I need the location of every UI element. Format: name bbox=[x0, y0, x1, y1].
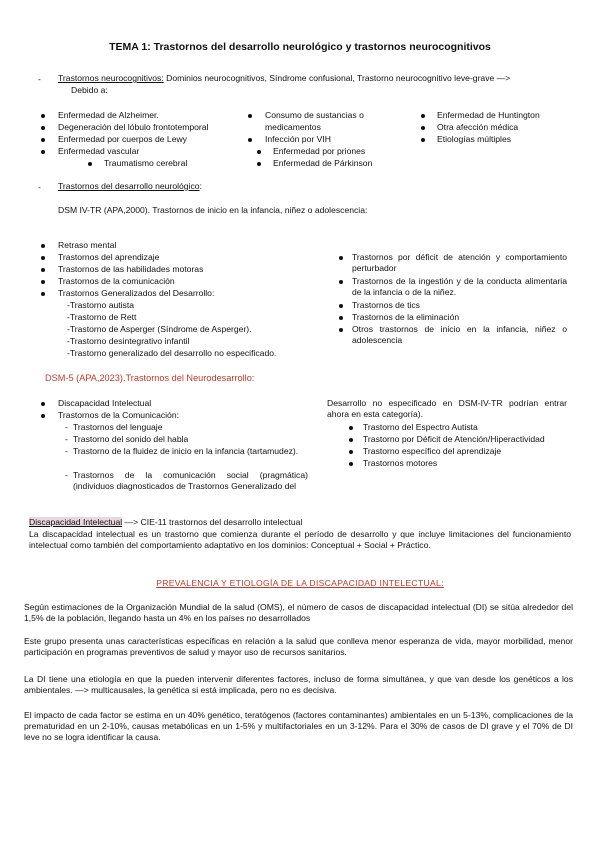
list-subitem: -Trastorno de Asperger (Síndrome de Asperger). bbox=[67, 324, 252, 334]
dash-bullet: - bbox=[38, 74, 41, 84]
list-item: Enfermedad de Párkinson bbox=[273, 158, 373, 168]
di-definition: La discapacidad intelectual es un trastorno que comienza durante el período de desarrollo y que incluye limitaciones del funcionamiento intelectual como también del comportamiento adaptativo en los dominios: Conceptual + Social + Práctico. bbox=[29, 529, 571, 550]
list-subitem: -Trastorno desintegrativo infantil bbox=[67, 336, 190, 346]
neurocog-rest: Dominios neurocognitivos, Síndrome confusional, Trastorno neurocognitivo leve-grave —> bbox=[163, 73, 511, 83]
di-label: Discapacidad Intelectual bbox=[29, 517, 123, 527]
list-item: Trastorno específico del aprendizaje bbox=[363, 446, 502, 456]
list-item: Enfermedad por priones bbox=[273, 146, 366, 156]
list-item: Enfermedad de Alzheimer. bbox=[58, 110, 159, 120]
list-item: Enfermedad de Huntington bbox=[437, 110, 540, 120]
list-item: Trastornos de la eliminación bbox=[352, 312, 460, 322]
dash-bullet: - bbox=[65, 470, 68, 480]
list-item: Retraso mental bbox=[58, 240, 117, 250]
list-item: Trastornos de la Comunicación: bbox=[58, 410, 180, 420]
neurocog-intro bbox=[58, 73, 578, 84]
paragraph: Este grupo presenta unas características específicas en relación a la salud que conlleva menor esperanza de vida, mayor morbilidad, menor participación en programas preventivos de salud y mayor uso de recursos sanitarios. bbox=[24, 636, 573, 657]
bullet-dot bbox=[339, 328, 343, 332]
bullet-dot bbox=[349, 450, 353, 454]
list-item: Otros trastornos de inicio en la infancia, niñez o adolescencia bbox=[352, 324, 567, 345]
list-item: Enfermedad por cuerpos de Lewy bbox=[58, 134, 187, 144]
neurocog-debido: Debido a: bbox=[71, 85, 108, 95]
list-subitem: Trastorno del sonido del habla bbox=[73, 434, 189, 444]
paragraph: El impacto de cada factor se estima en un 40% genético, teratógenos (factores contaminantes) ambientales en un 5-13%, complicaciones de la prematuridad en un 2-10%, causas metabólicas en un 1-5% y multifactoriales en un 3-12%. Para el 30% de casos de DI grave y el 70% de DI leve no se logra identificar la causa. bbox=[24, 710, 573, 742]
dash-bullet: - bbox=[65, 446, 68, 456]
list-subitem: -Trastorno autista bbox=[67, 300, 135, 310]
dsm5-heading: DSM-5 (APA,2023).Trastornos del Neurodesarrollo: bbox=[45, 373, 255, 383]
bullet-dot bbox=[248, 138, 252, 142]
list-item: Trastornos por déficit de atención y comportamiento perturbador bbox=[352, 252, 567, 273]
bullet-dot bbox=[41, 292, 45, 296]
bullet-dot bbox=[41, 114, 45, 118]
list-item: Otra afección médica bbox=[437, 122, 519, 132]
bullet-dot bbox=[41, 150, 45, 154]
list-item: Trastorno por Déficit de Atención/Hiperactividad bbox=[363, 434, 545, 444]
bullet-dot bbox=[339, 304, 343, 308]
neurocog-label: Trastornos neurocognitivos: bbox=[58, 73, 164, 83]
di-heading bbox=[29, 517, 302, 528]
paragraph: La DI tiene una etiología en que la pueden intervenir diferentes factores, incluso de forma simultánea, y que van desde los genéticos a los ambientales. —> multicausales, la genética si está implicada, pero no es decisiva. bbox=[24, 674, 573, 695]
list-item: Consumo de sustancias o bbox=[265, 110, 364, 120]
list-subitem: Trastornos de la comunicación social (pragmática) (individuos diagnosticados de Trastornos Generalizado del bbox=[73, 470, 308, 491]
bullet-dot bbox=[41, 126, 45, 130]
dash-bullet: - bbox=[65, 434, 68, 444]
bullet-dot bbox=[421, 138, 425, 142]
bullet-dot bbox=[88, 162, 92, 166]
page-title: TEMA 1: Trastornos del desarrollo neurológico y trastornos neurocognitivos bbox=[109, 41, 491, 53]
bullet-dot bbox=[41, 402, 45, 406]
list-item: Trastornos del aprendizaje bbox=[58, 252, 160, 262]
bullet-dot bbox=[349, 426, 353, 430]
list-item: Trastornos de las habilidades motoras bbox=[58, 264, 204, 274]
bullet-dot bbox=[339, 256, 343, 260]
bullet-dot bbox=[248, 114, 252, 118]
dsm5-right-intro: Desarrollo no especificado en DSM-IV-TR podrían entrar ahora en esta categoría). bbox=[327, 398, 567, 419]
bullet-dot bbox=[421, 114, 425, 118]
paragraph: Según estimaciones de la Organización Mundial de la salud (OMS), el número de casos de discapacidad intelectual (DI) se sitúa alrededor del 1,5% de la población, llegando hasta un 4% en los países no desarrollados bbox=[24, 602, 573, 623]
bullet-dot bbox=[41, 256, 45, 260]
list-item: Enfermedad vascular bbox=[58, 146, 140, 156]
prev-heading: PREVALENCIA Y ETIOLOGÍA DE LA DISCAPACIDAD INTELECTUAL: bbox=[156, 578, 444, 588]
list-subitem: -Trastorno de Rett bbox=[67, 312, 137, 322]
bullet-dot bbox=[349, 438, 353, 442]
bullet-dot bbox=[339, 280, 343, 284]
list-item: Trastornos Generalizados del Desarrollo: bbox=[58, 288, 215, 298]
list-item: Discapacidad Intelectual bbox=[58, 398, 152, 408]
list-item: Trastorno del Espectro Autista bbox=[363, 422, 478, 432]
dsm4-heading: DSM IV-TR (APA,2000). Trastornos de inicio en la infancia, niñez o adolescencia: bbox=[58, 205, 368, 215]
dash-bullet: - bbox=[65, 422, 68, 432]
neurodev-heading bbox=[58, 181, 202, 192]
di-arrow: —> CIE-11 trastornos del desarrollo intelectual bbox=[122, 517, 303, 527]
bullet-dot bbox=[41, 268, 45, 272]
bullet-dot bbox=[349, 462, 353, 466]
list-item: Trastornos de tics bbox=[352, 300, 420, 310]
list-item: Etiologías múltiples bbox=[437, 134, 512, 144]
list-item: Traumatismo cerebral bbox=[104, 158, 188, 168]
bullet-dot bbox=[41, 280, 45, 284]
list-item: Trastornos de la comunicación bbox=[58, 276, 175, 286]
bullet-dot bbox=[41, 138, 45, 142]
bullet-dot bbox=[257, 150, 261, 154]
bullet-dot bbox=[257, 162, 261, 166]
list-item-cont: medicamentos bbox=[265, 122, 321, 132]
bullet-dot bbox=[41, 244, 45, 248]
bullet-dot bbox=[339, 316, 343, 320]
list-item: Infección por VIH bbox=[265, 134, 331, 144]
bullet-dot bbox=[421, 126, 425, 130]
list-subitem: Trastornos del lenguaje bbox=[73, 422, 163, 432]
neurodev-label: Trastornos del desarrollo neurológico bbox=[58, 181, 200, 191]
list-subitem: -Trastorno generalizado del desarrollo no especificado. bbox=[67, 348, 277, 358]
dash-bullet: - bbox=[38, 182, 41, 192]
bullet-dot bbox=[41, 414, 45, 418]
neurodev-colon: : bbox=[199, 181, 202, 191]
list-item: Trastornos de la ingestión y de la conducta alimentaria de la infancia o de la niñez. bbox=[352, 276, 567, 297]
list-item: Degeneración del lóbulo frontotemporal bbox=[58, 122, 209, 132]
list-item: Trastornos motores bbox=[363, 458, 438, 468]
list-subitem: Trastorno de la fluidez de inicio en la infancia (tartamudez). bbox=[73, 446, 299, 456]
